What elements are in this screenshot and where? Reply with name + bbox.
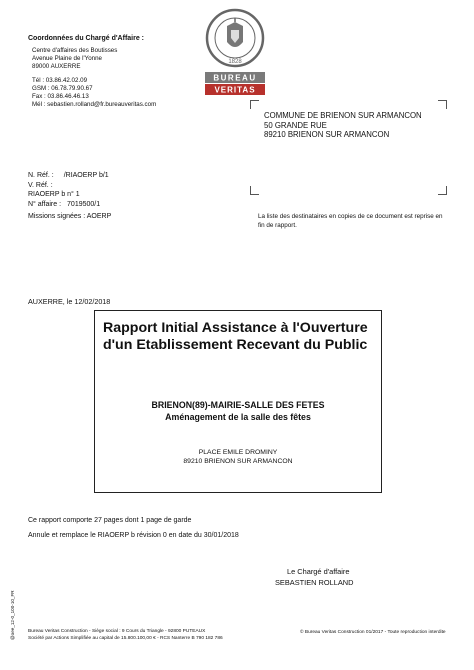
logo-word-veritas: VERITAS (214, 85, 256, 95)
signatory-role: Le Chargé d'affaire (287, 567, 350, 576)
affaire-label: N° affaire : (28, 200, 62, 208)
logo-word-bureau: BUREAU (213, 73, 257, 83)
report-title-box (94, 310, 382, 493)
address-window-corner (438, 186, 447, 195)
address-window-corner (250, 100, 259, 109)
project-description: Aménagement de la salle des fêtes (165, 412, 311, 422)
sender-email: Mél : sebastien.rolland@fr.bureauveritas.com (32, 101, 157, 108)
recipient-line1: COMMUNE DE BRIENON SUR ARMANCON (264, 111, 422, 120)
copyright-footer: © Bureau Veritas Construction 01/2017 - Toute reproduction interdite (300, 630, 446, 635)
sender-tel: Tél : 03.86.42.02.09 (32, 77, 88, 84)
address-window-corner (438, 100, 447, 109)
our-ref-value: /RIAOERP b/1 (63, 172, 109, 179)
sender-org: Centre d'affaires des Boutisses (32, 47, 118, 54)
place-and-date: AUXERRE, le 12/02/2018 (28, 297, 111, 306)
sender-city: 89000 AUXERRE (32, 63, 81, 70)
project-name: BRIENON(89)-MAIRIE-SALLE DES FETES (151, 400, 325, 410)
sender-title: Coordonnées du Chargé d'Affaire : (28, 35, 145, 42)
site-address-line1: PLACE EMILE DROMINY (198, 449, 278, 456)
report-number: RIAOERP b n° 1 (28, 191, 80, 198)
reference-block (28, 171, 111, 222)
footer-line1: Bureau Veritas Construction - Siège social : 9 Cours du Triangle - 92800 PUTEAUX (28, 629, 206, 634)
recipient-line3: 89210 BRIENON SUR ARMANCON (264, 130, 390, 139)
affaire-number: 7019500/1 (67, 200, 101, 208)
missions-signed: Missions signées : AOERP (28, 213, 112, 220)
our-ref-label: N. Réf. : (28, 172, 54, 179)
site-address-line2: 89210 BRIENON SUR ARMANCON (183, 458, 293, 465)
recipient-address (264, 111, 422, 140)
sender-street: Avenue Plaine de l'Yonne (32, 55, 102, 62)
recipients-note: La liste des destinataires en copies de ce document est reprise en fin de rapport. (258, 213, 443, 229)
sender-fax: Fax : 03.86.46.46.13 (32, 93, 89, 100)
your-ref-label: V. Réf. : (28, 181, 53, 189)
address-window-corner (250, 186, 259, 195)
company-footer (28, 628, 223, 642)
sender-gsm: GSM : 06.78.79.90.67 (32, 85, 93, 92)
bureau-veritas-logo (205, 8, 265, 96)
footer-line2: Société par Actions Simplifiée au capital de 15.800.100,00 € - RCS Nanterre B 790 182 786 (28, 636, 223, 641)
recipient-line2: 50 GRANDE RUE (264, 120, 327, 130)
revision-note: Annule et remplace le RIAOERP b révision 0 en date du 30/01/2018 (28, 532, 239, 539)
document-code: @oee_12-0_100-10_FR (10, 590, 15, 640)
signatory-name: SEBASTIEN ROLLAND (275, 578, 354, 587)
page-count-note: Ce rapport comporte 27 pages dont 1 page de garde (28, 517, 192, 524)
report-title: Rapport Initial Assistance à l'Ouverture d'un Etablissement Recevant du Public (103, 320, 368, 353)
logo-year: 1828 (228, 59, 242, 65)
sender-contact-block (32, 47, 156, 109)
